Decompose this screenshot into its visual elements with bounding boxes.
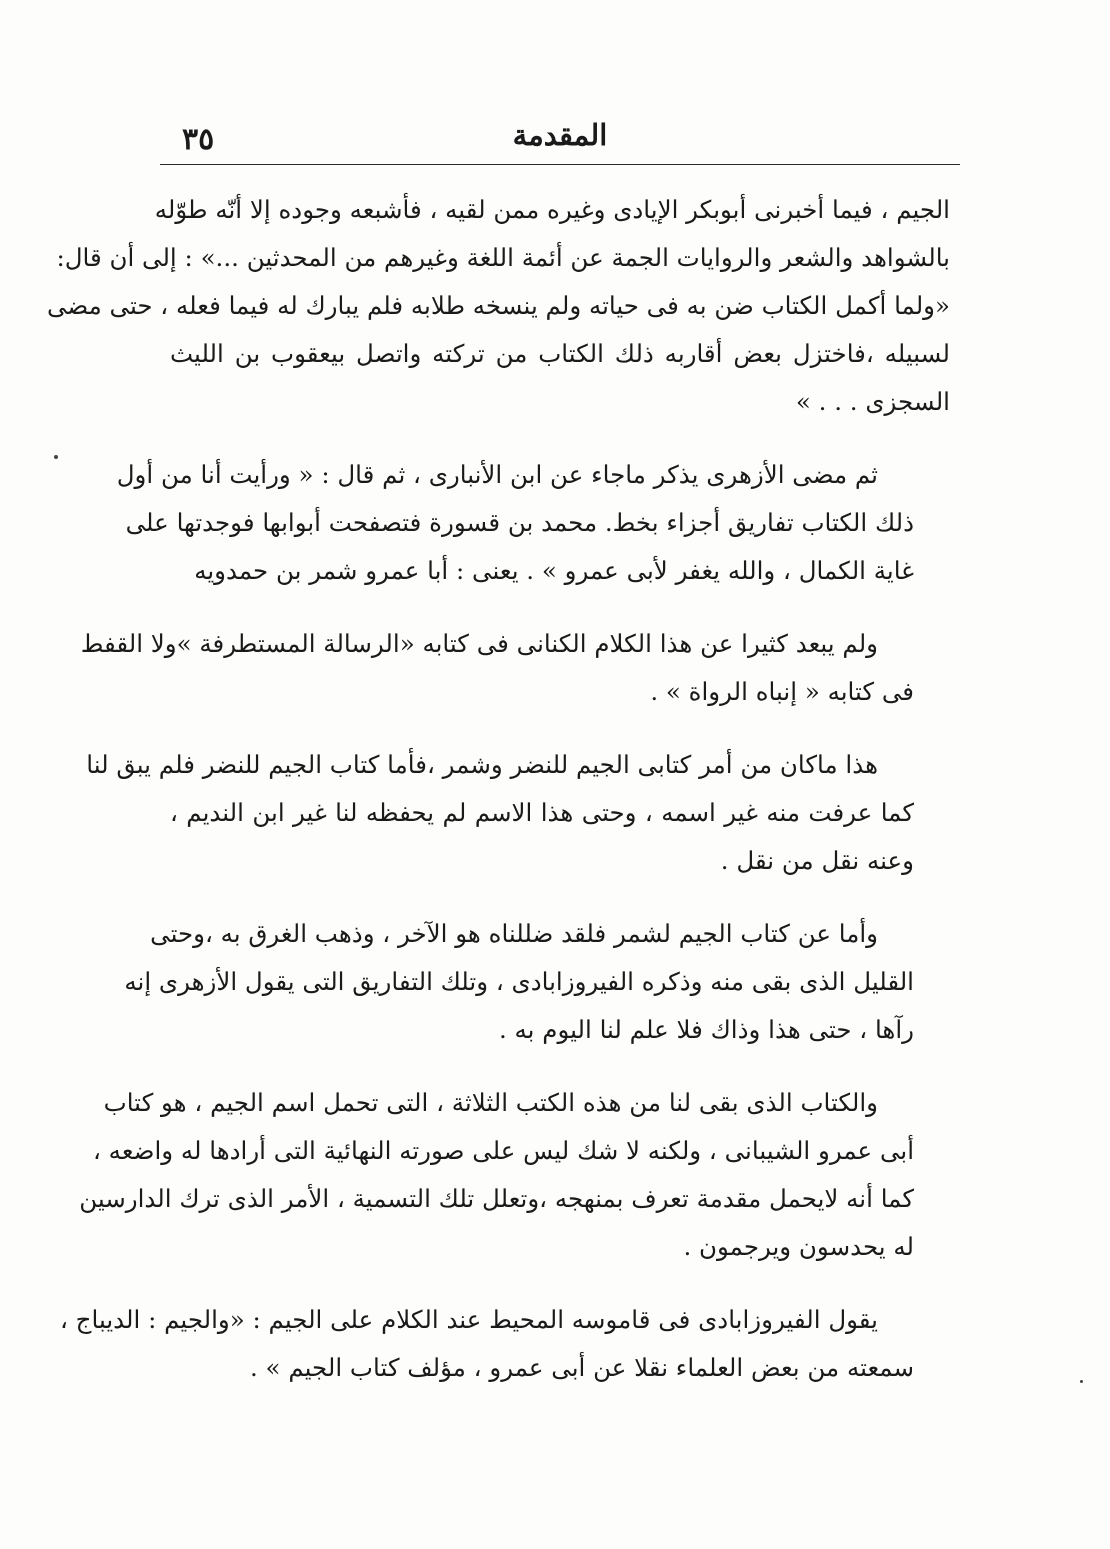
text-line: سمعته من بعض العلماء نقلا عن أبى عمرو ، مؤلف كتاب الجيم » . xyxy=(249,1353,914,1382)
paragraph xyxy=(116,451,950,595)
text-line: وعنه نقل من نقل . xyxy=(720,846,914,875)
text-line: كما عرفت منه غير اسمه ، وحتى هذا الاسم لم يحفظه لنا غير ابن النديم ، xyxy=(170,798,914,827)
paragraph xyxy=(80,620,950,716)
text-line: غاية الكمال ، والله يغفر لأبى عمرو » . يعنى : أبا عمرو شمر بن حمدويه xyxy=(194,556,914,585)
scan-speck xyxy=(1080,1380,1083,1383)
header-rule xyxy=(160,164,960,165)
scan-speck xyxy=(54,455,58,459)
text-line: «ولما أكمل الكتاب ضن به فى حياته ولم ينسخه طلابه فلم يبارك له فيما فعله ، حتى مضى xyxy=(46,291,950,320)
text-line: القليل الذى بقى منه وذكره الفيروزابادى ، وتلك التفاريق التى يقول الأزهرى إنه xyxy=(124,967,914,996)
paragraph xyxy=(124,910,950,1054)
paragraph xyxy=(46,186,950,426)
text-line: كما أنه لايحمل مقدمة تعرف بمنهجه ،وتعلل تلك التسمية ، الأمر الذى ترك الدارسين xyxy=(79,1184,914,1213)
paragraph xyxy=(86,741,950,885)
page-header xyxy=(160,112,960,162)
text-line: لسبيله ،فاختزل بعض أقاربه ذلك الكتاب من تركته واتصل بيعقوب بن الليث xyxy=(170,339,950,368)
text-line: وأما عن كتاب الجيم لشمر فلقد ضللناه هو الآخر ، وذهب الغرق به ،وحتى xyxy=(150,919,878,948)
text-line: ولم يبعد كثيرا عن هذا الكلام الكنانى فى كتابه «الرسالة المستطرفة »ولا القفط xyxy=(80,629,878,658)
text-line: رآها ، حتى هذا وذاك فلا علم لنا اليوم به . xyxy=(498,1015,914,1044)
text-line: أبى عمرو الشيبانى ، ولكنه لا شك ليس على صورته النهائية التى أرادها له واضعه ، xyxy=(92,1136,914,1165)
text-line: الجيم ، فيما أخبرنى أبوبكر الإيادى وغيره ممن لقيه ، فأشبعه وجوده إلا أنّه طوّله xyxy=(154,195,950,224)
body-text xyxy=(46,186,950,1417)
text-line: له يحدسون ويرجمون . xyxy=(683,1232,914,1261)
text-line: ذلك الكتاب تفاريق أجزاء بخط. محمد بن قسورة فتصفحت أبوابها فوجدتها على xyxy=(125,508,914,537)
text-line: والكتاب الذى بقى لنا من هذه الكتب الثلاثة ، التى تحمل اسم الجيم ، هو كتاب xyxy=(103,1088,878,1117)
text-line: يقول الفيروزابادى فى قاموسه المحيط عند الكلام على الجيم : «والجيم : الديباج ، xyxy=(59,1305,878,1334)
text-line: فى كتابه « إنباه الرواة » . xyxy=(650,677,914,706)
paragraph xyxy=(79,1079,950,1271)
page-number: ٣٥ xyxy=(182,122,215,157)
text-line: ثم مضى الأزهرى يذكر ماجاء عن ابن الأنبارى ، ثم قال : « ورأيت أنا من أول xyxy=(116,460,878,489)
text-line: هذا ماكان من أمر كتابى الجيم للنضر وشمر ،فأما كتاب الجيم للنضر فلم يبق لنا xyxy=(86,750,878,779)
text-line: السجزى . . . » xyxy=(795,387,950,416)
text-line: بالشواهد والشعر والروايات الجمة عن أئمة اللغة وغيرهم من المحدثين ...» : إلى أن قال: xyxy=(56,243,950,272)
running-title: المقدمة xyxy=(512,118,608,152)
paragraph xyxy=(59,1296,950,1392)
